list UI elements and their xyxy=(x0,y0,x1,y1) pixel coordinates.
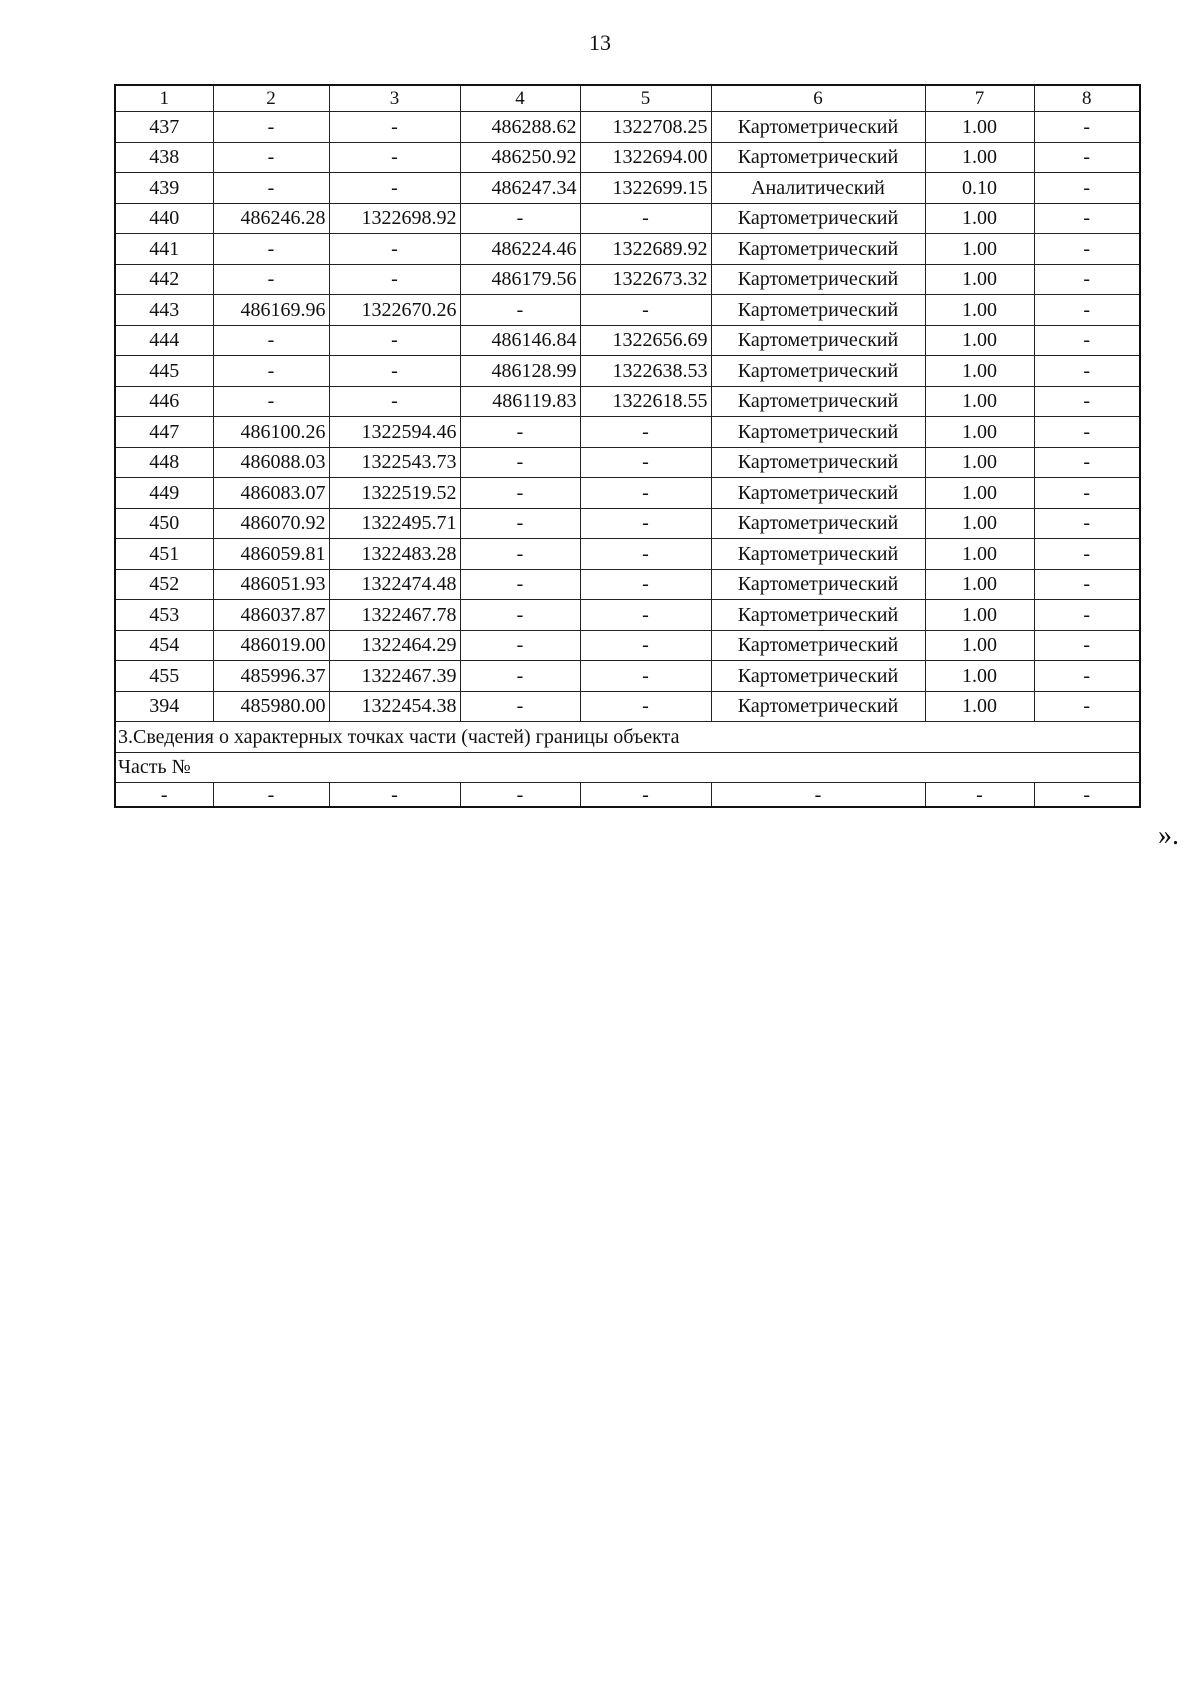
boundary-points-table xyxy=(114,84,1141,808)
table-cell: 486037.87 xyxy=(213,600,329,631)
table-cell: 1322464.29 xyxy=(329,630,460,661)
table-cell: 486224.46 xyxy=(460,234,580,265)
table-cell: - xyxy=(1034,783,1140,808)
table-cell: 1.00 xyxy=(925,295,1034,326)
table-row xyxy=(115,417,1140,448)
table-row xyxy=(115,142,1140,173)
table-cell: - xyxy=(1034,630,1140,661)
table-cell: 1322454.38 xyxy=(329,691,460,722)
column-header: 8 xyxy=(1034,85,1140,112)
table-cell: 444 xyxy=(115,325,213,356)
table-cell: 452 xyxy=(115,569,213,600)
table-cell: 394 xyxy=(115,691,213,722)
table-cell: - xyxy=(1034,203,1140,234)
table-cell: 440 xyxy=(115,203,213,234)
table-cell: 1.00 xyxy=(925,630,1034,661)
table-cell: - xyxy=(460,508,580,539)
table-cell: - xyxy=(329,112,460,143)
table-cell: 1.00 xyxy=(925,661,1034,692)
table-cell: 439 xyxy=(115,173,213,204)
table-cell: - xyxy=(580,295,711,326)
table-cell: 441 xyxy=(115,234,213,265)
table-row xyxy=(115,600,1140,631)
table-cell: 486169.96 xyxy=(213,295,329,326)
table-cell: - xyxy=(115,783,213,808)
table-row xyxy=(115,173,1140,204)
table-row xyxy=(115,661,1140,692)
table-cell: - xyxy=(580,783,711,808)
table-cell: Картометрический xyxy=(711,630,925,661)
table-cell: - xyxy=(580,447,711,478)
table-cell: - xyxy=(580,569,711,600)
table-cell: - xyxy=(329,325,460,356)
table-cell: - xyxy=(460,661,580,692)
table-cell: 486070.92 xyxy=(213,508,329,539)
table-cell: Картометрический xyxy=(711,264,925,295)
table-cell: 448 xyxy=(115,447,213,478)
table-cell: 447 xyxy=(115,417,213,448)
table-cell: - xyxy=(1034,173,1140,204)
table-cell: - xyxy=(460,203,580,234)
table-cell: - xyxy=(213,234,329,265)
table-row xyxy=(115,112,1140,143)
table-cell: 485996.37 xyxy=(213,661,329,692)
table-cell: Картометрический xyxy=(711,356,925,387)
table-row xyxy=(115,295,1140,326)
table-cell: 1.00 xyxy=(925,600,1034,631)
table-row xyxy=(115,508,1140,539)
table-cell: - xyxy=(580,539,711,570)
column-header: 6 xyxy=(711,85,925,112)
table-cell: 1.00 xyxy=(925,417,1034,448)
column-header: 2 xyxy=(213,85,329,112)
table-cell: 1.00 xyxy=(925,234,1034,265)
table-cell: 0.10 xyxy=(925,173,1034,204)
table-cell: - xyxy=(580,203,711,234)
table-cell: 1.00 xyxy=(925,142,1034,173)
table-cell: - xyxy=(460,630,580,661)
table-cell: 450 xyxy=(115,508,213,539)
table-cell: - xyxy=(329,264,460,295)
table-cell: Картометрический xyxy=(711,386,925,417)
table-cell: - xyxy=(925,783,1034,808)
table-cell: 1322699.15 xyxy=(580,173,711,204)
table-cell: Картометрический xyxy=(711,569,925,600)
table-row xyxy=(115,447,1140,478)
table-cell: - xyxy=(1034,691,1140,722)
table-cell: - xyxy=(580,417,711,448)
table-cell: 486288.62 xyxy=(460,112,580,143)
table-cell: 442 xyxy=(115,264,213,295)
table-cell: - xyxy=(460,539,580,570)
table-cell: - xyxy=(329,356,460,387)
table-cell: 454 xyxy=(115,630,213,661)
column-header: 1 xyxy=(115,85,213,112)
table-cell: - xyxy=(213,783,329,808)
table-cell: 449 xyxy=(115,478,213,509)
table-row xyxy=(115,356,1140,387)
table-cell: - xyxy=(580,508,711,539)
table-cell: 486119.83 xyxy=(460,386,580,417)
table-cell: 486051.93 xyxy=(213,569,329,600)
table-cell: - xyxy=(580,630,711,661)
table-cell: 486059.81 xyxy=(213,539,329,570)
column-header: 4 xyxy=(460,85,580,112)
table-cell: - xyxy=(1034,234,1140,265)
table-cell: 1322519.52 xyxy=(329,478,460,509)
table-row xyxy=(115,325,1140,356)
table-cell: Картометрический xyxy=(711,661,925,692)
table-cell: - xyxy=(1034,356,1140,387)
table-cell: - xyxy=(460,783,580,808)
table-cell: 1.00 xyxy=(925,508,1034,539)
table-cell: 1322467.78 xyxy=(329,600,460,631)
column-number-row xyxy=(115,85,1140,112)
table-cell: Картометрический xyxy=(711,447,925,478)
column-header: 5 xyxy=(580,85,711,112)
closing-quote-mark: ». xyxy=(1158,820,1179,851)
table-cell: - xyxy=(329,386,460,417)
table-cell: 1322698.92 xyxy=(329,203,460,234)
table-cell: Аналитический xyxy=(711,173,925,204)
table-cell: - xyxy=(1034,478,1140,509)
table-cell: 455 xyxy=(115,661,213,692)
table-cell: Картометрический xyxy=(711,325,925,356)
table-row xyxy=(115,203,1140,234)
table-cell: 1322543.73 xyxy=(329,447,460,478)
table-cell: Картометрический xyxy=(711,417,925,448)
table-cell: Картометрический xyxy=(711,508,925,539)
table-cell: 1.00 xyxy=(925,569,1034,600)
table-cell: Картометрический xyxy=(711,142,925,173)
table-cell: 1322670.26 xyxy=(329,295,460,326)
table-cell: 1322656.69 xyxy=(580,325,711,356)
table-cell: 1.00 xyxy=(925,478,1034,509)
table-cell: - xyxy=(1034,386,1140,417)
table-cell: 1322483.28 xyxy=(329,539,460,570)
table-row xyxy=(115,569,1140,600)
table-cell: - xyxy=(580,691,711,722)
table-cell: 485980.00 xyxy=(213,691,329,722)
table-cell: - xyxy=(213,264,329,295)
table-cell: 437 xyxy=(115,112,213,143)
table-row xyxy=(115,539,1140,570)
section-title-row xyxy=(115,722,1140,753)
table-cell: 486088.03 xyxy=(213,447,329,478)
table-cell: 1322673.32 xyxy=(580,264,711,295)
table-body xyxy=(115,85,1140,807)
table-cell: - xyxy=(460,447,580,478)
table-cell: - xyxy=(1034,325,1140,356)
table-cell: 486019.00 xyxy=(213,630,329,661)
table-cell: - xyxy=(213,173,329,204)
table-cell: - xyxy=(460,691,580,722)
table-cell: Картометрический xyxy=(711,203,925,234)
table-cell: - xyxy=(213,356,329,387)
table-cell: 1322594.46 xyxy=(329,417,460,448)
table-cell: - xyxy=(213,386,329,417)
table-cell: - xyxy=(460,600,580,631)
table-row xyxy=(115,264,1140,295)
table-cell: 1322689.92 xyxy=(580,234,711,265)
table-row xyxy=(115,630,1140,661)
table-cell: - xyxy=(213,112,329,143)
table-cell: - xyxy=(1034,600,1140,631)
table-cell: - xyxy=(1034,539,1140,570)
table-cell: - xyxy=(460,417,580,448)
table-cell: 1.00 xyxy=(925,356,1034,387)
table-cell: Картометрический xyxy=(711,478,925,509)
table-cell: 1.00 xyxy=(925,112,1034,143)
table-cell: 446 xyxy=(115,386,213,417)
table-cell: Картометрический xyxy=(711,539,925,570)
table-cell: - xyxy=(1034,417,1140,448)
table-cell: 486146.84 xyxy=(460,325,580,356)
table-cell: 453 xyxy=(115,600,213,631)
table-cell: 1322618.55 xyxy=(580,386,711,417)
table-cell: - xyxy=(460,478,580,509)
table-cell: 1322694.00 xyxy=(580,142,711,173)
page-number: 13 xyxy=(589,30,611,55)
table-cell: - xyxy=(1034,112,1140,143)
table-cell: - xyxy=(1034,295,1140,326)
boundary-points-table-wrapper xyxy=(114,84,1141,808)
table-row xyxy=(115,691,1140,722)
table-cell: 451 xyxy=(115,539,213,570)
part-label: Часть № xyxy=(115,752,1140,783)
table-row xyxy=(115,478,1140,509)
table-cell: - xyxy=(1034,661,1140,692)
table-cell: 486250.92 xyxy=(460,142,580,173)
table-cell: - xyxy=(329,173,460,204)
table-cell: - xyxy=(460,295,580,326)
table-cell: 1.00 xyxy=(925,264,1034,295)
table-cell: - xyxy=(711,783,925,808)
table-cell: 1.00 xyxy=(925,539,1034,570)
table-row xyxy=(115,234,1140,265)
table-cell: - xyxy=(580,600,711,631)
empty-part-row xyxy=(115,783,1140,808)
table-cell: - xyxy=(1034,264,1140,295)
table-cell: 486128.99 xyxy=(460,356,580,387)
table-cell: 486246.28 xyxy=(213,203,329,234)
table-cell: - xyxy=(213,142,329,173)
table-cell: - xyxy=(580,661,711,692)
table-cell: - xyxy=(1034,508,1140,539)
table-cell: 486100.26 xyxy=(213,417,329,448)
table-cell: 1322474.48 xyxy=(329,569,460,600)
column-header: 3 xyxy=(329,85,460,112)
table-cell: - xyxy=(329,234,460,265)
table-cell: 486179.56 xyxy=(460,264,580,295)
table-cell: - xyxy=(329,142,460,173)
table-cell: - xyxy=(1034,142,1140,173)
table-cell: 1.00 xyxy=(925,325,1034,356)
table-cell: Картометрический xyxy=(711,234,925,265)
table-cell: Картометрический xyxy=(711,691,925,722)
table-cell: 1322638.53 xyxy=(580,356,711,387)
table-cell: 486083.07 xyxy=(213,478,329,509)
table-cell: - xyxy=(580,478,711,509)
table-cell: 1.00 xyxy=(925,203,1034,234)
table-cell: 1.00 xyxy=(925,447,1034,478)
table-cell: - xyxy=(1034,447,1140,478)
table-row xyxy=(115,386,1140,417)
table-cell: - xyxy=(460,569,580,600)
column-header: 7 xyxy=(925,85,1034,112)
table-cell: 1.00 xyxy=(925,386,1034,417)
table-cell: 1322495.71 xyxy=(329,508,460,539)
table-cell: 486247.34 xyxy=(460,173,580,204)
table-cell: 1.00 xyxy=(925,691,1034,722)
table-cell: Картометрический xyxy=(711,600,925,631)
table-cell: - xyxy=(1034,569,1140,600)
table-cell: Картометрический xyxy=(711,295,925,326)
table-cell: Картометрический xyxy=(711,112,925,143)
table-cell: 1322708.25 xyxy=(580,112,711,143)
table-cell: 1322467.39 xyxy=(329,661,460,692)
table-cell: 443 xyxy=(115,295,213,326)
table-cell: 445 xyxy=(115,356,213,387)
section-title: 3.Сведения о характерных точках части (частей) границы объекта xyxy=(115,722,1140,753)
part-label-row xyxy=(115,752,1140,783)
table-cell: 438 xyxy=(115,142,213,173)
table-cell: - xyxy=(329,783,460,808)
table-cell: - xyxy=(213,325,329,356)
